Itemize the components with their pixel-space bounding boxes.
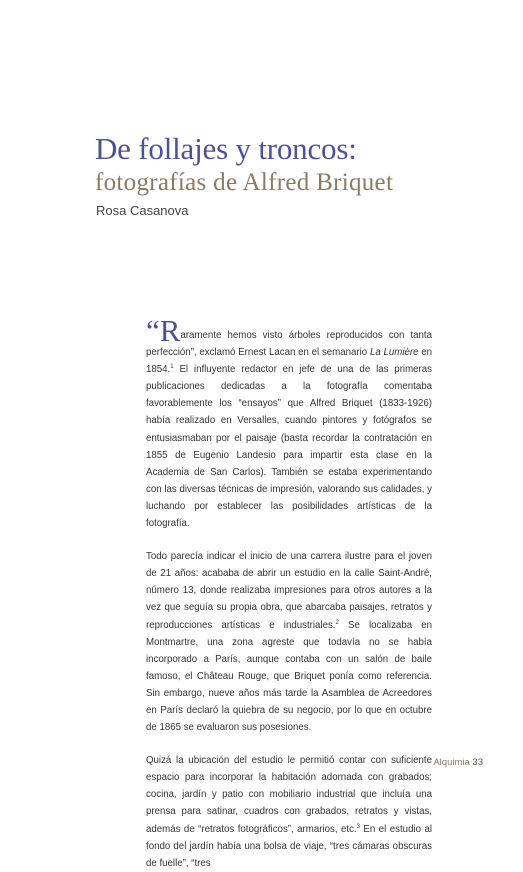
footnote-ref[interactable]: 3 [356,823,360,830]
paragraph-text: En el estudio al fondo del jardín había una bolsa de viaje, “tres cámaras obscuras de fuelle”, “tres [146,823,432,869]
paragraph-text: Quizá la ubicación del estudio le permitió contar con suficiente espacio para incorporar la habitación adornada con grabados; cocina, jardín y patio con mobiliario industrial que incluía una prensa para satinar, cuadros con grabados, retratos y vistas, además de “retratos fotográficos”, armarios, etc. [146,755,432,835]
footnote-ref[interactable]: 2 [335,619,339,626]
article-body [146,313,433,872]
paragraph-3 [146,752,432,872]
article-subtitle: fotografías de Alfred Briquet [95,169,394,196]
page-number: 33 [472,757,483,768]
paragraph-1 [146,313,433,532]
footnote-ref[interactable]: 1 [170,363,174,370]
paragraph-text: Todo parecía indicar el inicio de una carrera ilustre para el joven de 21 años: acababa de abrir un estudio en la calle Saint-André, número 13, donde realizaba impresiones para otros autores a la vez que seguía su propia obra, que abarcaba paisajes, retratos y reproducciones artísticas e industriales. [146,551,432,631]
publication-name: La Lumière [369,347,419,359]
paragraph-text: Se localizaba en Montmartre, una zona agreste que todavía no se había incorporado a París, aunque contaba con un salón de baile famoso, el Château Rouge, que Briquet ponía como referencia. Sin embargo, nueve años más tarde la Asamblea de Acreedores en París declaró la quiebra de su negocio, por lo que en octubre de 1865 se evaluaron sus posesiones. [146,619,432,734]
paragraph-2 [146,548,432,736]
author-name: Rosa Casanova [96,203,189,218]
paragraph-text: en 1854. [146,347,433,376]
drop-cap: “R [146,313,181,348]
paragraph-text: El influyente redactor en jefe de una de las primeras publicaciones dedicadas a la fotografía comentaba favorablemente los “ensayos” que Alfred Briquet (1833-1926) había realizado en Versalles, cuando pintores y fotógrafos se entusiasmaban por el paisaje (basta recordar la contratación en 1855 de Eugenio Landesio para impartir esta clase en la Academia de San Carlos). También se estaba experimentando con las diversas técnicas de impresión, valorando sus calidades, y luchando por establecer las posibilidades artísticas de la fotografía. [146,364,432,530]
article-title: De follajes y troncos: [95,131,357,166]
page-footer [433,757,483,768]
publication-label: Alquimia [433,757,470,768]
paragraph-text: aramente hemos visto árboles reproducidos con tanta perfección”, exclamó Ernest Lacan en el semanario [146,330,432,359]
